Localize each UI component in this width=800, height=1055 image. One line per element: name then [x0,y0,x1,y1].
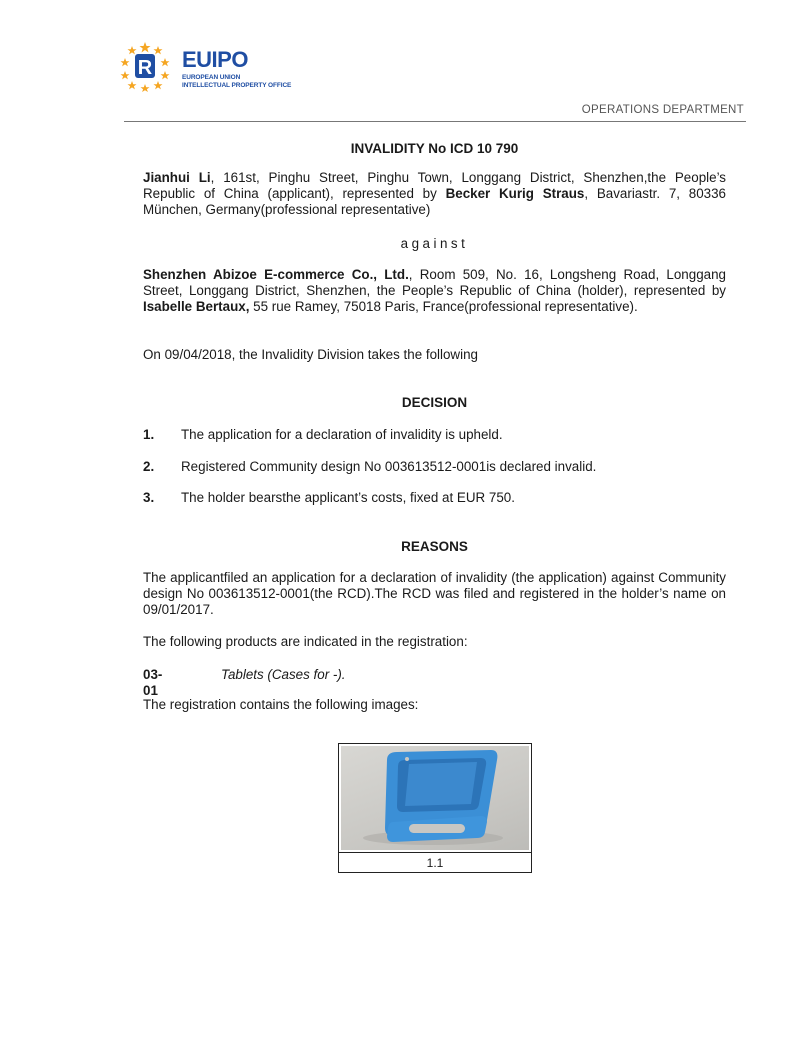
reasons-paragraph: The applicantfiled an application for a declaration of invalidity (the application) against Community design No 003613512-0001(the RCD).The RCD was filed and registered in the holder’s name on 09/01/2017. [143,570,726,617]
products-intro: The following products are indicated in the registration: [143,634,468,649]
decision-item-number: 3. [143,490,155,505]
holder-address: , Room 509, No. 16, Longsheng Road, Longgang Street, Longgang District, Shenzhen, the People’s Republic of China (holder), represented by [143,267,726,298]
against-label: against [400,236,469,251]
applicant-name: Jianhui Li [143,170,211,185]
star-ring-icon [121,42,170,92]
logo-subtitle-line2: INTELLECTUAL PROPERTY OFFICE [182,81,292,89]
design-image-frame [338,743,532,873]
svg-text:R: R [137,57,153,79]
holder-name: Shenzhen Abizoe E-commerce Co., Ltd. [143,267,409,282]
applicant-representative-address: , Bavariastr. 7, 80336 München, Germany(professional representative) [143,186,726,217]
applicant-paragraph [143,170,726,218]
logo-subtitle-line1: EUROPEAN UNION [182,74,241,81]
decision-item-number: 1. [143,427,155,442]
logo-subtitle [182,74,312,89]
images-intro: The registration contains the following images: [143,697,419,712]
department-label: OPERATIONS DEPARTMENT [581,104,744,116]
holder-representative: Isabelle Bertaux, [143,299,250,314]
product-description: Tablets (Cases for -). [221,667,346,682]
decision-item-text: The application for a declaration of invalidity is upheld. [181,427,503,442]
applicant-representative: Becker Kurig Straus [445,186,585,201]
header-divider [124,121,746,122]
document-title: INVALIDITY No ICD 10 790 [350,141,519,156]
design-image [341,746,529,850]
applicant-address: , 161st, Pinghu Street, Pinghu Town, Longgang District, Shenzhen,the People’s Republic of China (applicant), represented by [143,170,726,201]
logo-wordmark: EUIPO [182,47,248,72]
reasons-heading: REASONS [401,539,468,554]
tablet-case-image [341,746,529,850]
decision-item-text: Registered Community design No 003613512-0001is declared invalid. [181,459,597,474]
decision-item-text: The holder bearsthe applicant’s costs, fixed at EUR 750. [181,490,515,505]
image-caption: 1.1 [339,852,531,873]
holder-representative-address: 55 rue Ramey, 75018 Paris, France(professional representative). [249,299,638,314]
holder-paragraph [143,267,726,315]
locarno-code: 03-01 [143,667,163,698]
decision-item-number: 2. [143,459,155,474]
intro-paragraph: On 09/04/2018, the Invalidity Division takes the following [143,347,478,362]
decision-heading: DECISION [401,395,468,410]
